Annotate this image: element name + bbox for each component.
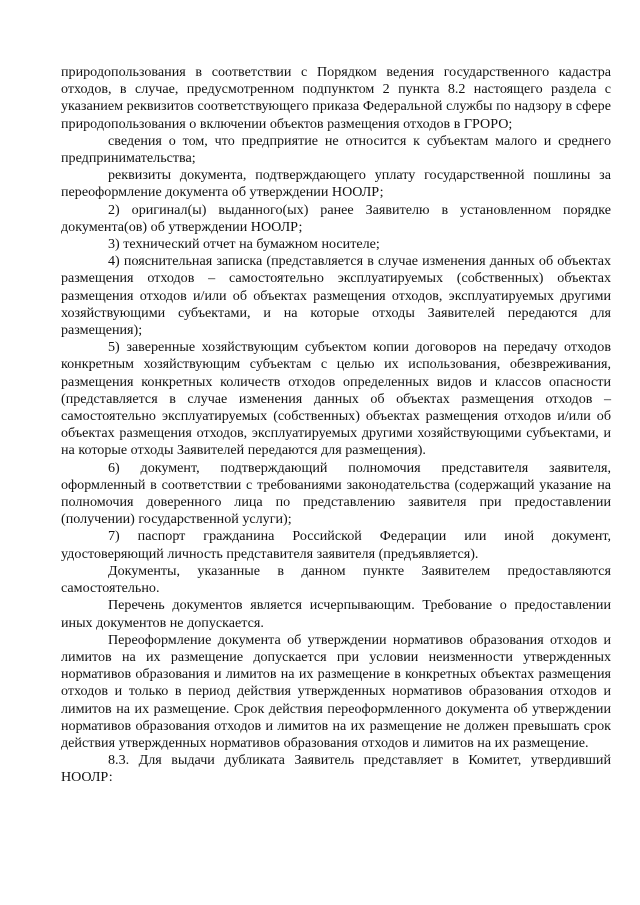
paragraph-self-provided: Документы, указанные в данном пункте Заявителем предоставляются самостоятельно. [61, 562, 611, 597]
paragraph-item-2: 2) оригинал(ы) выданного(ых) ранее Заявителю в установленном порядке документа(ов) об утверждении НООЛР; [61, 201, 611, 235]
paragraph-item-3: 3) технический отчет на бумажном носителе; [108, 236, 380, 253]
paragraph-item-6: 6) документ, подтверждающий полномочия представителя заявителя, оформленный в соответствии с требованиями законодательства (содержащий указание на полномочия доверенного лица по представлению заявителя при предоставлении (получении) государственной услуги); [61, 459, 611, 528]
document-body [61, 64, 611, 787]
paragraph-item-5: 5) заверенные хозяйствующим субъектом копии договоров на передачу отходов конкретным хозяйствующим субъектам с целью их использования, обезвреживания, размещения конкретных количеств отходов определенных видов и классов опасности (представляется в случае изменения данных об объектах размещения отходов – самостоятельно эксплуатируемых (собственных) объектах размещения отходов и/или об объектах размещения отходов, эксплуатируемых другими хозяйствующими субъектами, и на которые отходы Заявителей передаются для размещения). [61, 339, 611, 459]
paragraph-continuation: природопользования в соответствии с Порядком ведения государственного кадастра отходов, в случае, предусмотренном подпунктом 2 пункта 8.2 настоящего раздела с указанием реквизитов соответствующего приказа Федеральной службы по надзору в сфере природопользования о включении объектов размещения отходов в ГРОРО; [61, 64, 611, 132]
paragraph-reissue-conditions: Переоформление документа об утверждении нормативов образования отходов и лимитов на их размещение допускается при условии неизменности утвержденных нормативов образования и лимитов на их размещение в конкретных объектах размещения отходов и только в период действия утвержденных нормативов образования отходов и лимитов на их размещение. Срок действия переоформленного документа об утверждении нормативов образования отходов и лимитов на их размещение не должен превышать срок действия утвержденных нормативов образования отходов и лимитов на их размещение. [61, 631, 611, 751]
paragraph-exhaustive-list: Перечень документов является исчерпывающим. Требование о предоставлении иных документов не допускается. [61, 597, 611, 631]
paragraph-item-4: 4) пояснительная записка (представляется в случае изменения данных об объектах размещения отходов – самостоятельно эксплуатируемых (собственных) объектах размещения отходов и/или об объектах размещения отходов, эксплуатируемых другими хозяйствующими субъектами, и на которые отходы Заявителей передаются для размещения); [61, 253, 611, 339]
paragraph-sme-status: сведения о том, что предприятие не относится к субъектам малого и среднего предпринимательства; [61, 132, 611, 167]
paragraph-item-7: 7) паспорт гражданина Российской Федерации или иной документ, удостоверяющий личность представителя заявителя (предъявляется). [61, 528, 611, 562]
paragraph-fee-details: реквизиты документа, подтверждающего уплату государственной пошлины за переоформление документа об утверждении НООЛР; [61, 167, 611, 201]
paragraph-section-8-3: 8.3. Для выдачи дубликата Заявитель представляет в Комитет, утвердивший НООЛР: [61, 752, 611, 786]
